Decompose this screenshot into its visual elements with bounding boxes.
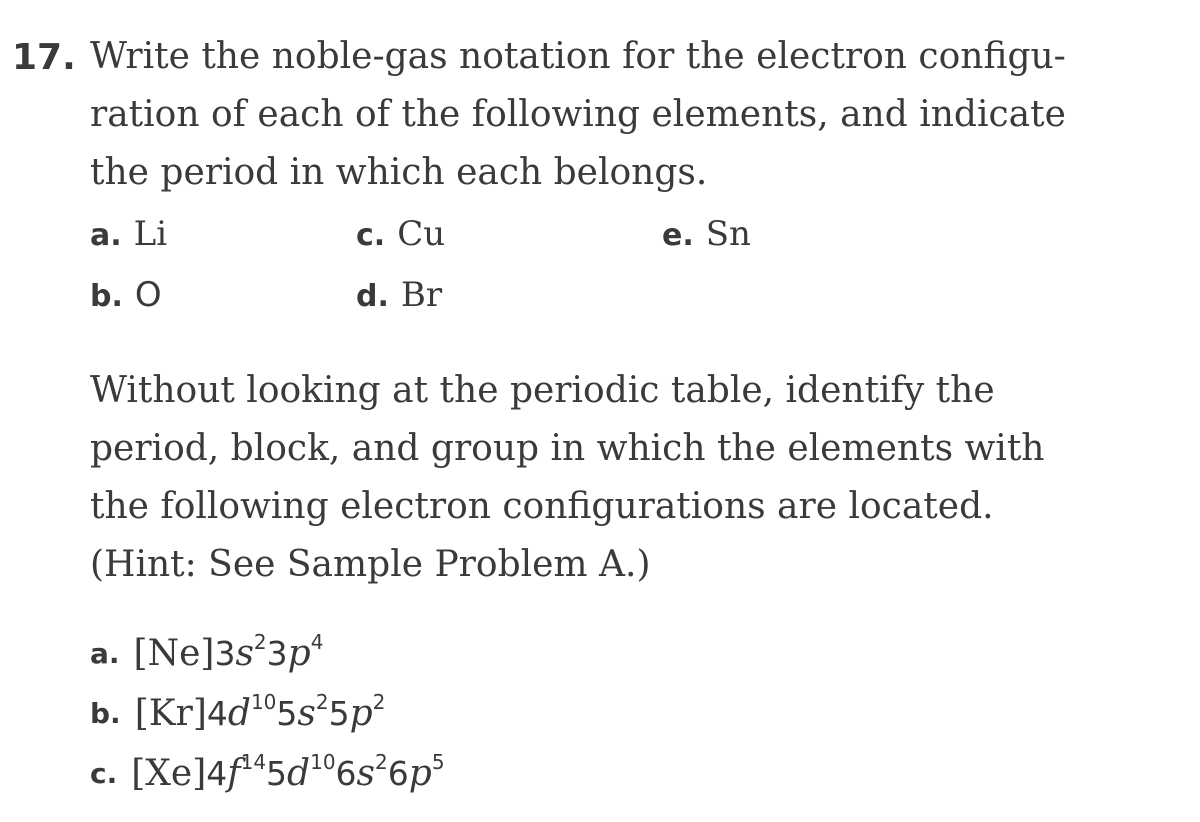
config-a <box>90 630 324 674</box>
electron-count: 2 <box>372 690 386 714</box>
electron-count: 2 <box>375 750 388 774</box>
choice-label: e. <box>662 218 694 253</box>
shell-number: 5 <box>276 694 298 733</box>
element-symbol: Cu <box>397 214 446 254</box>
prompt-line: the following electron configurations are located. <box>90 486 994 527</box>
orbital-letter: s <box>297 693 316 734</box>
shell-number: 6 <box>387 754 409 793</box>
noble-gas-core: [Kr] <box>134 693 207 734</box>
electron-count: 5 <box>431 750 445 774</box>
prompt-line: ration of each of the following elements, and indicate <box>90 94 1066 135</box>
shell-number: 4 <box>206 694 228 733</box>
orbital-letter: d <box>227 693 251 734</box>
electron-count: 2 <box>253 630 267 654</box>
electron-count: 10 <box>250 690 277 714</box>
shell-number: 4 <box>206 754 228 793</box>
shell-number: 5 <box>328 694 350 733</box>
choice-label: c. <box>356 218 386 253</box>
problem-number: 17. <box>12 37 76 78</box>
orbital-letter: p <box>408 753 432 794</box>
choice-d <box>356 275 443 315</box>
choice-a <box>90 214 168 254</box>
config-c <box>90 750 445 794</box>
shell-number: 3 <box>214 634 236 673</box>
config-b <box>90 690 386 734</box>
orbital-letter: d <box>287 753 311 794</box>
orbital-letter: p <box>287 633 311 674</box>
electron-count: 14 <box>240 750 267 774</box>
choice-label: a. <box>90 218 122 253</box>
config-label: b. <box>90 697 121 730</box>
element-symbol: Sn <box>705 214 751 254</box>
choice-b <box>90 275 162 315</box>
config-label: c. <box>90 757 118 790</box>
shell-number: 3 <box>266 634 288 673</box>
config-label: a. <box>90 637 120 670</box>
prompt-line: period, block, and group in which the elements with <box>90 428 1045 469</box>
hint-line: (Hint: See Sample Problem A.) <box>90 544 651 585</box>
noble-gas-core: [Xe] <box>131 753 207 794</box>
electron-count: 4 <box>310 630 324 654</box>
electron-count: 2 <box>315 690 329 714</box>
choice-c <box>356 214 446 254</box>
orbital-letter: s <box>235 633 254 674</box>
choice-e <box>662 214 751 254</box>
choice-label: d. <box>356 279 389 314</box>
electron-count: 10 <box>310 750 336 774</box>
problem-17-prompt <box>90 28 1066 202</box>
element-symbol: Li <box>133 214 168 254</box>
element-symbol: Br <box>400 275 443 315</box>
orbital-letter: s <box>356 753 376 794</box>
choice-label: b. <box>90 279 123 314</box>
problem-18-prompt <box>90 362 1044 594</box>
element-symbol: O <box>134 275 162 315</box>
orbital-letter: f <box>227 753 241 794</box>
shell-number: 6 <box>335 754 357 793</box>
prompt-line: the period in which each belongs. <box>90 152 708 193</box>
prompt-line: Write the noble-gas notation for the electron configu- <box>90 36 1066 77</box>
noble-gas-core: [Ne] <box>133 633 215 674</box>
prompt-line: Without looking at the periodic table, identify the <box>90 370 995 411</box>
shell-number: 5 <box>266 754 288 793</box>
orbital-letter: p <box>349 693 373 734</box>
